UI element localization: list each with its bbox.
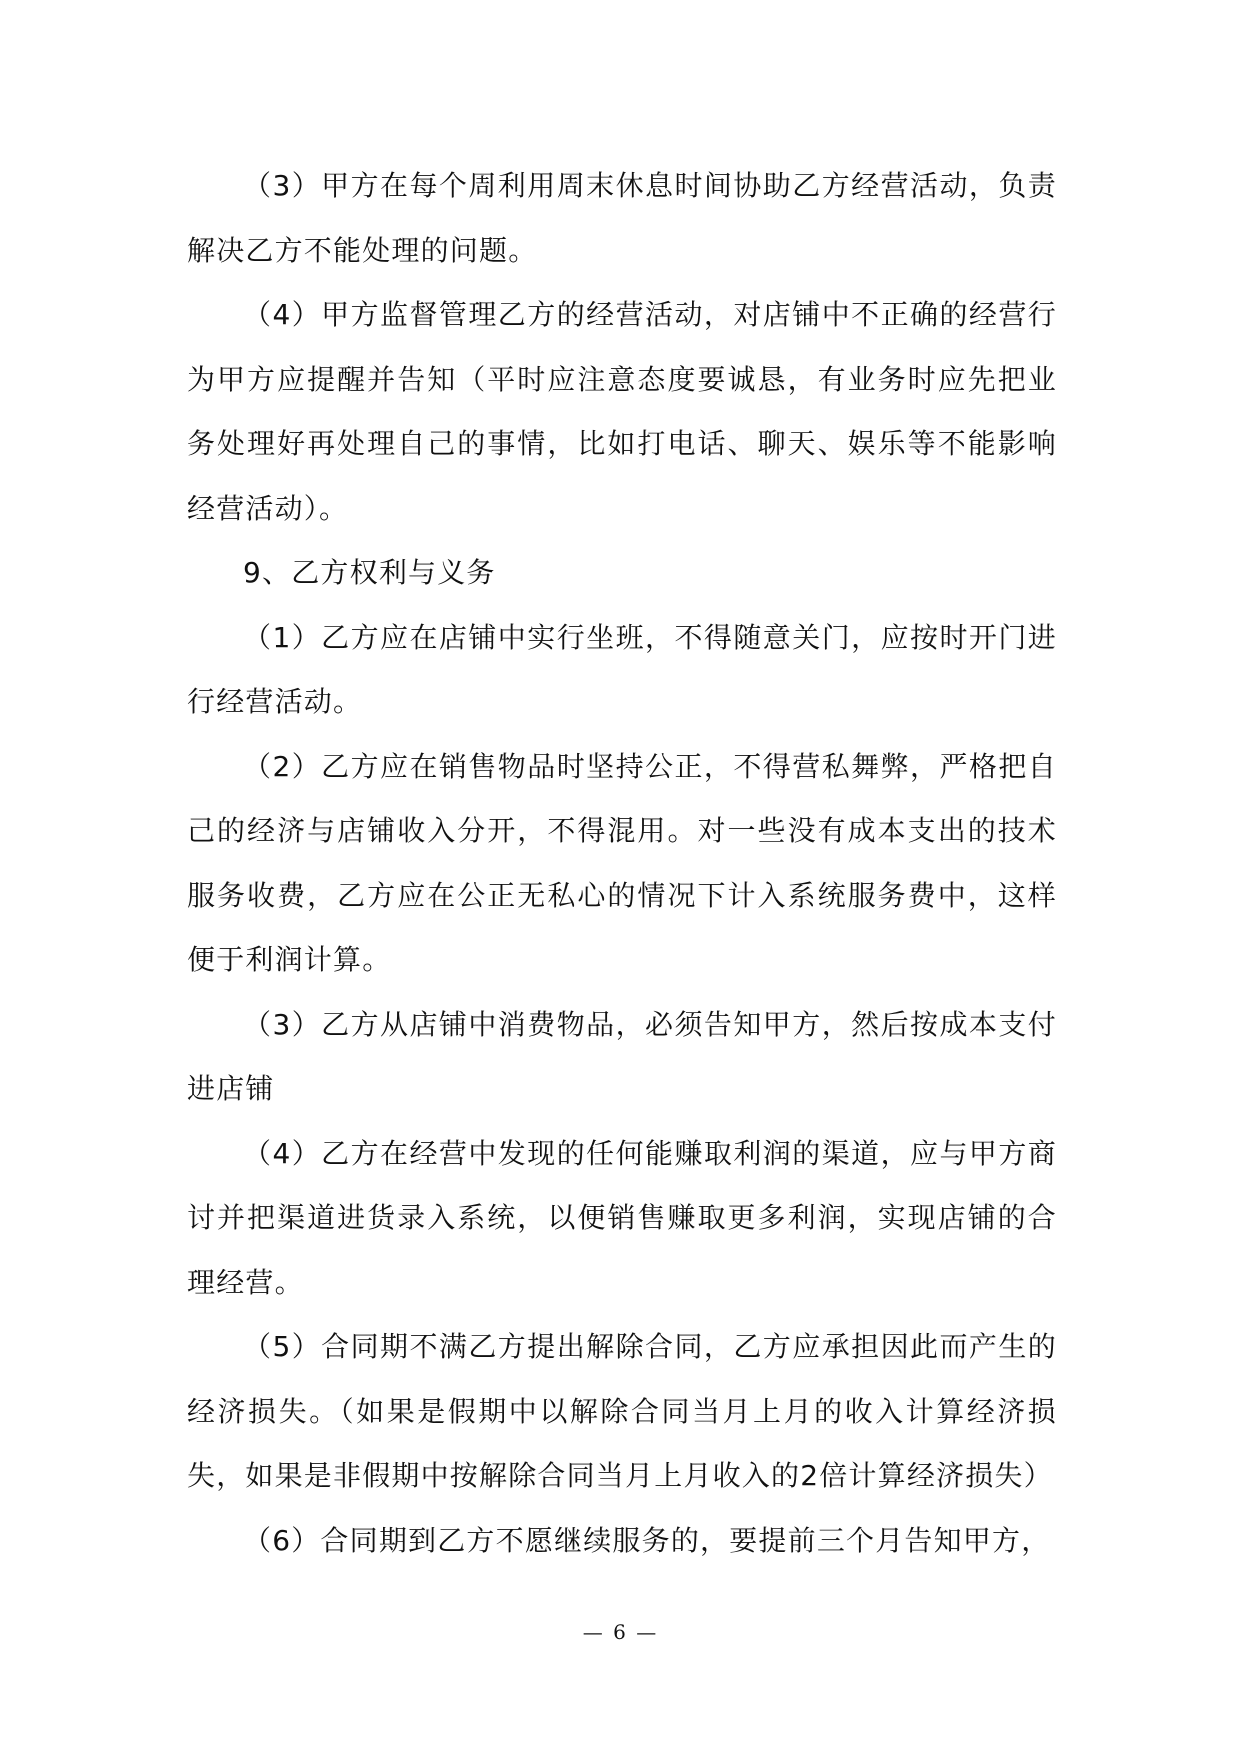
body-text — [187, 154, 1057, 1573]
paragraph-party-b-notice: （6）合同期到乙方不愿继续服务的，要提前三个月告知甲方， — [243, 1523, 1051, 1557]
paragraph-party-a-supervision: （4）甲方监督管理乙方的经营活动，对店铺中不正确的经营行为甲方应提醒并告知（平时应注意态度要诚恳，有业务时应先把业务处理好再处理自己的事情，比如打电话、聊天、娱乐等不能影响经营活动）。 — [187, 298, 1057, 525]
paragraph-party-b-channels: （4）乙方在经营中发现的任何能赚取利润的渠道，应与甲方商讨并把渠道进货录入系统，以便销售赚取更多利润，实现店铺的合理经营。 — [187, 1136, 1057, 1299]
paragraph-party-a-weekend-assist: （3）甲方在每个周利用周末休息时间协助乙方经营活动，负责解决乙方不能处理的问题。 — [187, 169, 1057, 267]
paragraph-party-b-consumption: （3）乙方从店铺中消费物品，必须告知甲方，然后按成本支付进店铺 — [187, 1007, 1057, 1105]
paragraph-party-b-attendance: （1）乙方应在店铺中实行坐班，不得随意关门，应按时开门进行经营活动。 — [187, 620, 1057, 718]
paragraph-party-b-termination: （5）合同期不满乙方提出解除合同，乙方应承担因此而产生的经济损失。（如果是假期中以解除合同当月上月的收入计算经济损失，如果是非假期中按解除合同当月上月收入的2倍计算经济损失） — [187, 1330, 1057, 1492]
section-heading-party-b-rights: 9、乙方权利与义务 — [243, 556, 496, 589]
page-number: — 6 — — [582, 1620, 659, 1644]
paragraph-party-b-fairness: （2）乙方应在销售物品时坚持公正，不得营私舞弊，严格把自己的经济与店铺收入分开，不得混用。对一些没有成本支出的技术服务收费，乙方应在公正无私心的情况下计入系统服务费中，这样便于利润计算。 — [187, 749, 1057, 976]
